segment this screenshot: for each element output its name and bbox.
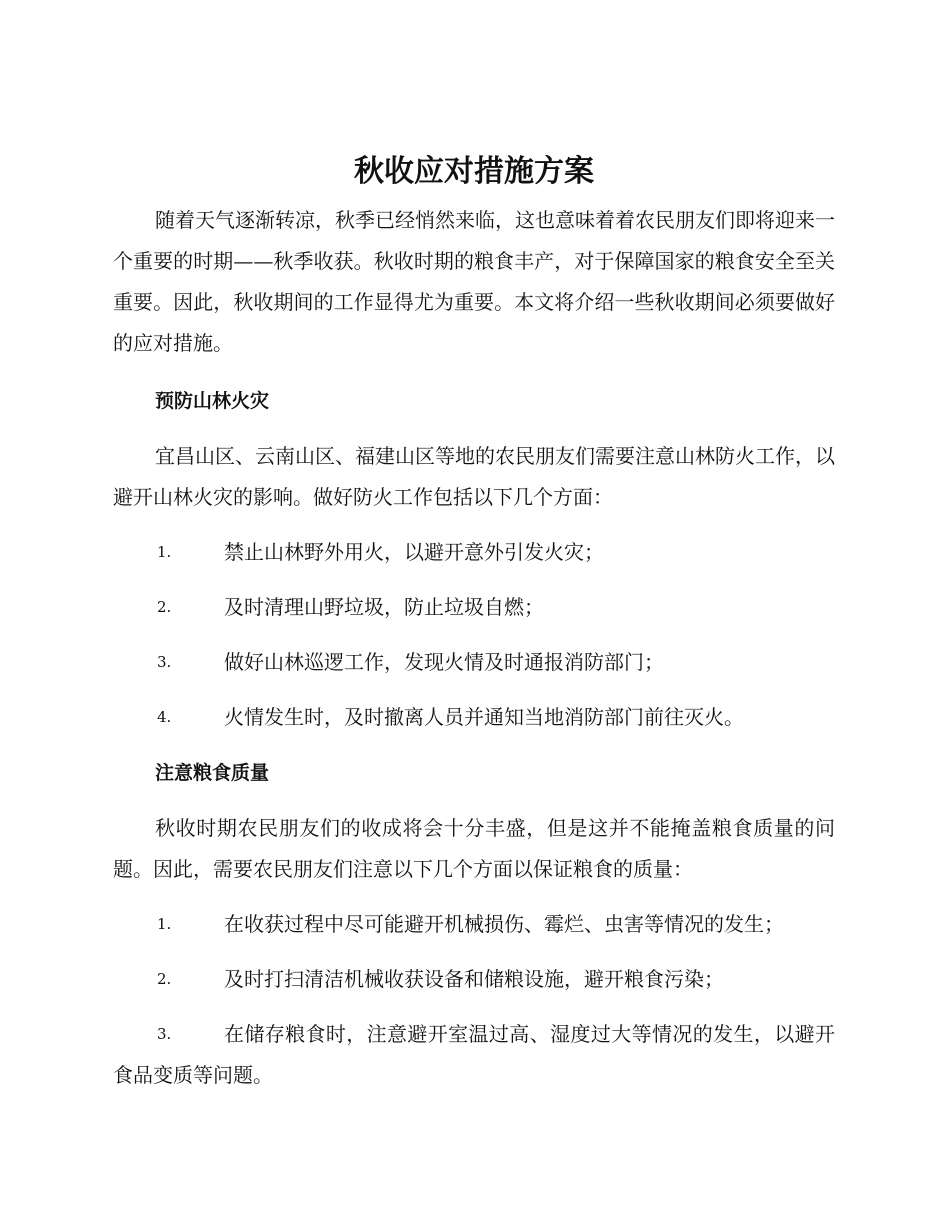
section-heading-fire-prevention: 预防山林火灾 bbox=[155, 390, 270, 412]
list-item bbox=[113, 587, 835, 628]
section-heading-grain-quality: 注意粮食质量 bbox=[155, 762, 270, 784]
list-item bbox=[113, 642, 835, 683]
list-item-number: 4. bbox=[157, 708, 172, 726]
list-item-number: 3. bbox=[157, 1025, 172, 1043]
list-item-number: 1. bbox=[157, 543, 172, 561]
list-item-text: 在储存粮食时，注意避开室温过高、湿度过大等情况的发生，以避开食品变质等问题。 bbox=[113, 1022, 835, 1087]
list-item-text: 禁止山林野外用火，以避开意外引发火灾； bbox=[224, 540, 604, 564]
list-item bbox=[113, 904, 835, 945]
list-item-text: 在收获过程中尽可能避开机械损伤、霉烂、虫害等情况的发生； bbox=[224, 912, 784, 936]
section-paragraph-grain-quality: 秋收时期农民朋友们的收成将会十分丰盛，但是这并不能掩盖粮食质量的问题。因此，需要农民朋友们注意以下几个方面以保证粮食的质量： bbox=[113, 816, 835, 881]
list-item-text: 及时清理山野垃圾，防止垃圾自燃； bbox=[224, 595, 544, 619]
list-item-number: 3. bbox=[157, 653, 172, 671]
list-item-number: 1. bbox=[157, 915, 172, 933]
list-item bbox=[113, 959, 835, 1000]
list-item-text: 做好山林巡逻工作，发现火情及时通报消防部门； bbox=[224, 650, 664, 674]
list-item bbox=[113, 1014, 835, 1096]
section-paragraph-fire-prevention: 宜昌山区、云南山区、福建山区等地的农民朋友们需要注意山林防火工作，以避开山林火灾的影响。做好防火工作包括以下几个方面： bbox=[113, 444, 835, 509]
document-title: 秋收应对措施方案 bbox=[354, 154, 594, 189]
list-item bbox=[113, 697, 835, 738]
list-item-text: 火情发生时，及时撤离人员并通知当地消防部门前往灭火。 bbox=[224, 705, 744, 729]
list-item bbox=[113, 532, 835, 573]
list-item-text: 及时打扫清洁机械收获设备和储粮设施，避开粮食污染； bbox=[224, 967, 724, 991]
list-item-number: 2. bbox=[157, 970, 172, 988]
list-item-number: 2. bbox=[157, 598, 172, 616]
intro-paragraph: 随着天气逐渐转凉，秋季已经悄然来临，这也意味着着农民朋友们即将迎来一个重要的时期——秋季收获。秋收时期的粮食丰产，对于保障国家的粮食安全至关重要。因此，秋收期间的工作显得尤为重要。本文将介绍一些秋收期间必须要做好的应对措施。 bbox=[113, 208, 835, 355]
